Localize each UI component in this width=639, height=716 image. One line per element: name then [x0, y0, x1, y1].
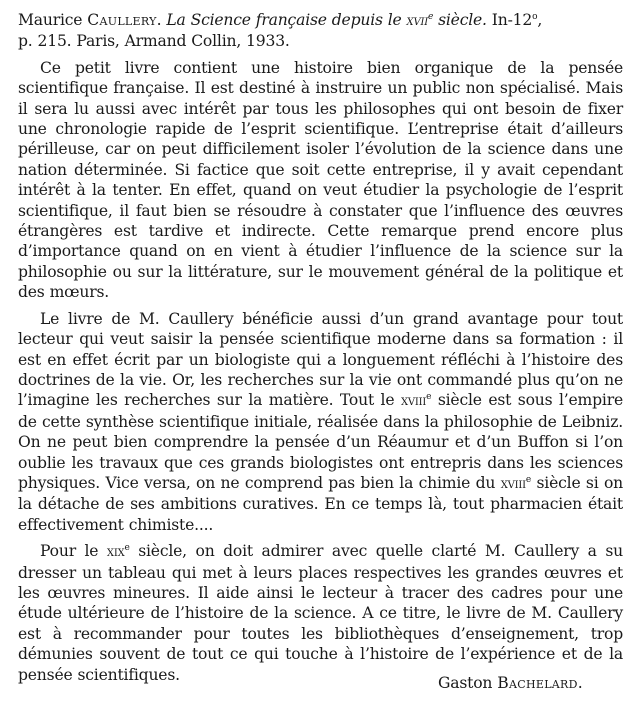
author-last-name: Caullery: [87, 11, 157, 29]
author-first-name: Maurice: [18, 11, 83, 29]
book-format: In-12: [491, 11, 533, 29]
book-title: La Science française depuis le xvii$^e$ siècle.: [166, 11, 487, 29]
paragraph-3: Pour le xix$^e$ siècle, on doit admirer avec quelle clarté M. Caullery a su dresser un tableau qui met à leurs places respectives les grandes œuvres et les œuvres mineures. Il aide ainsi le lecteur à tracer des cadres pour une étude ultérieure de l’histoire de la science. A ce titre, le livre de M. Caullery est à recommander pour toutes les bibliothèques d’enseignement, trop démunies souvent de tout ce qui touche à l’histoire de l’expérience et de la pensée scientifiques.: [18, 542, 623, 684]
reviewer-last-name: Bachelard.: [497, 674, 583, 692]
book-reference: Maurice Caullery. La Science française depuis le xvii$^e$ siècle. In-12$^o$, p. 215. Paris, Armand Collin, 1933.: [18, 11, 543, 51]
paragraph-2: Le livre de M. Caullery bénéficie aussi d’un grand avantage pour tout lecteur qui veut saisir la pensée scientifique moderne dans sa formation : il est en effet écrit par un biologiste qui a longuement réfléchi à l’histoire des doctrines de la vie. Or, les recherches sur la vie ont commandé plus qu’on ne l’imagine les recherches sur la matière. Tout le xviii$^e$ siècle est sous l’empire de cette synthèse scientifique initiale, réalisée dans la philosophie de Leibniz. On ne peut bien comprendre la pensée d’un Réaumur et d’un Buffon si l’on oublie les travaux que ces grands biologistes ont entrepris dans les sciences physiques. Vice versa, on ne comprend pas bien la chimie du xviii$^e$ siècle si on la détache de ses ambitions curatives. En ce temps là, tout pharmacien était effectivement chimiste....: [18, 309, 624, 534]
publication-info: p. 215. Paris, Armand Collin, 1933.: [18, 32, 290, 51]
review-page: [18, 10, 623, 693]
century-numeral: xix: [106, 544, 125, 561]
century-numeral: xviii: [500, 475, 526, 492]
paragraph-1: Ce petit livre contient une histoire bien organique de la pensée scientifique française. Il est destiné à instruire un public non spécialisé. Mais il sera lu aussi avec intérêt par tous les philosophes qui ont besoin de fixer une chronologie rapide de l’esprit scientifique. L’entreprise était d’ailleurs périlleuse, car on peut difficilement isoler l’évolution de la science dans une nation déterminée. Si factice que soit cette entreprise, il y avait cependant intérêt à la tenter. En effet, quand on veut étudier la psychologie de l’esprit scientifique, il faut bien se résoudre à constater que l’influence des œuvres étrangères est tardive et indirecte. Cette remarque prend encore plus d’importance quand on en vient à étudier l’influence de la science sur la philosophie ou sur la littérature, sur le mouvement général de la politique et des mœurs.: [18, 58, 623, 302]
reviewer-first-name: Gaston: [438, 674, 493, 692]
century-numeral: xviii: [400, 393, 427, 410]
